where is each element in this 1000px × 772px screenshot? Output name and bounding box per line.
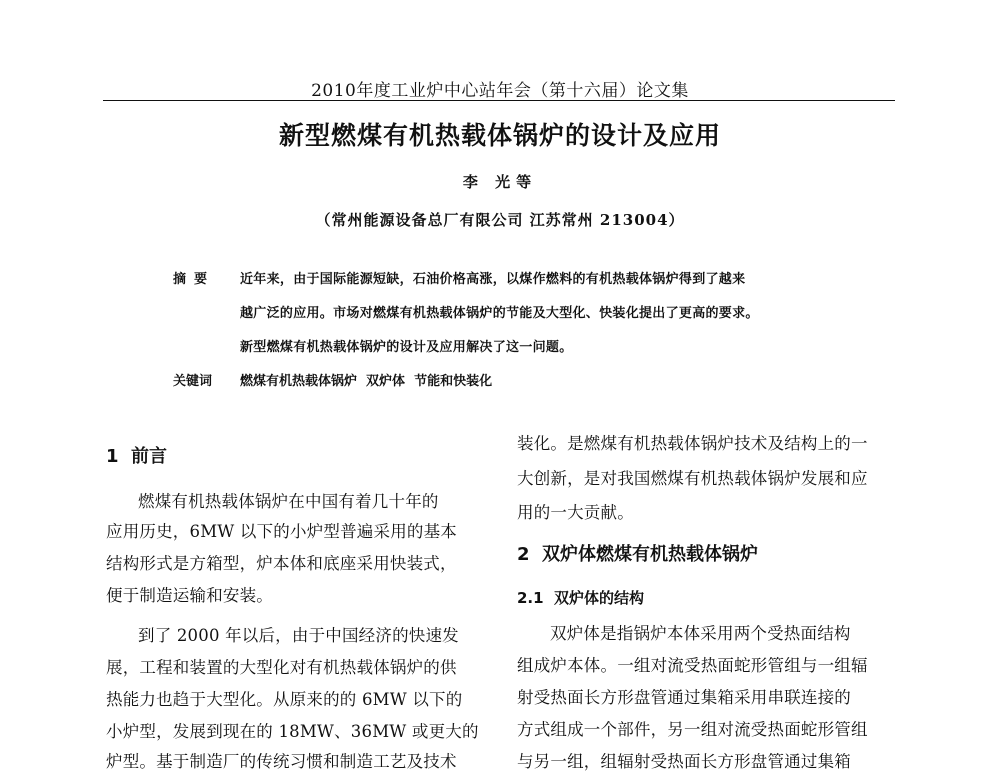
paragraph-line: 应用历史，6MW 以下的小炉型普遍采用的基本 [106, 522, 457, 541]
paragraph-line: 装化。是燃煤有机热载体锅炉技术及结构上的一 [517, 434, 868, 453]
keywords-text: 燃煤有机热载体锅炉 双炉体 节能和快装化 [240, 374, 493, 389]
abstract-line: 新型燃煤有机热载体锅炉的设计及应用解决了这一问题。 [240, 340, 573, 355]
affiliation: （常州能源设备总厂有限公司 江苏常州 213004） [315, 211, 685, 229]
paragraph-line: 大创新，是对我国燃煤有机热载体锅炉发展和应 [517, 469, 868, 488]
abstract-line: 近年来，由于国际能源短缺，石油价格高涨，以煤作燃料的有机热载体锅炉得到了越来 [240, 272, 746, 287]
header-rule [103, 100, 895, 101]
subsection-heading-2-1: 2.1 双炉体的结构 [517, 589, 645, 607]
paragraph-line: 用的一大贡献。 [517, 503, 634, 522]
paragraph-line: 结构形式是方箱型，炉本体和底座采用快装式， [106, 554, 457, 573]
paragraph-line: 双炉体是指锅炉本体采用两个受热面结构 [550, 624, 851, 643]
authors: 李 光等 [462, 173, 538, 191]
paper-title: 新型燃煤有机热载体锅炉的设计及应用 [278, 121, 721, 150]
paragraph-line: 小炉型，发展到现在的 18MW、36MW 或更大的 [106, 722, 479, 741]
paragraph-line: 方式组成一个部件，另一组对流受热面蛇形管组 [517, 720, 868, 739]
abstract-label: 摘要 [173, 272, 216, 287]
paragraph-line: 射受热面长方形盘管通过集箱采用串联连接的 [517, 688, 851, 707]
paragraph-line: 燃煤有机热载体锅炉在中国有着几十年的 [138, 492, 439, 511]
paragraph-line: 展，工程和装置的大型化对有机热载体锅炉的供 [106, 658, 457, 677]
proceedings-header: 2010年度工业炉中心站年会（第十六届）论文集 [311, 81, 689, 101]
paragraph-line: 炉型。基于制造厂的传统习惯和制造工艺及技术 [106, 752, 457, 771]
section-heading-2: 2 双炉体燃煤有机热载体锅炉 [517, 544, 759, 565]
abstract-line: 越广泛的应用。市场对燃煤有机热载体锅炉的节能及大型化、快装化提出了更高的要求。 [240, 306, 759, 321]
paragraph-line: 到了 2000 年以后，由于中国经济的快速发 [138, 626, 459, 645]
paragraph-line: 组成炉本体。一组对流受热面蛇形管组与一组辐 [517, 656, 868, 675]
paragraph-line: 便于制造运输和安装。 [106, 586, 273, 605]
paragraph-line: 与另一组，组辐射受热面长方形盘管通过集箱 [517, 752, 851, 771]
section-heading-1: 1 前言 [106, 446, 168, 467]
keywords-label: 关键词 [173, 374, 213, 389]
paragraph-line: 热能力也趋于大型化。从原来的的 6MW 以下的 [106, 690, 463, 709]
